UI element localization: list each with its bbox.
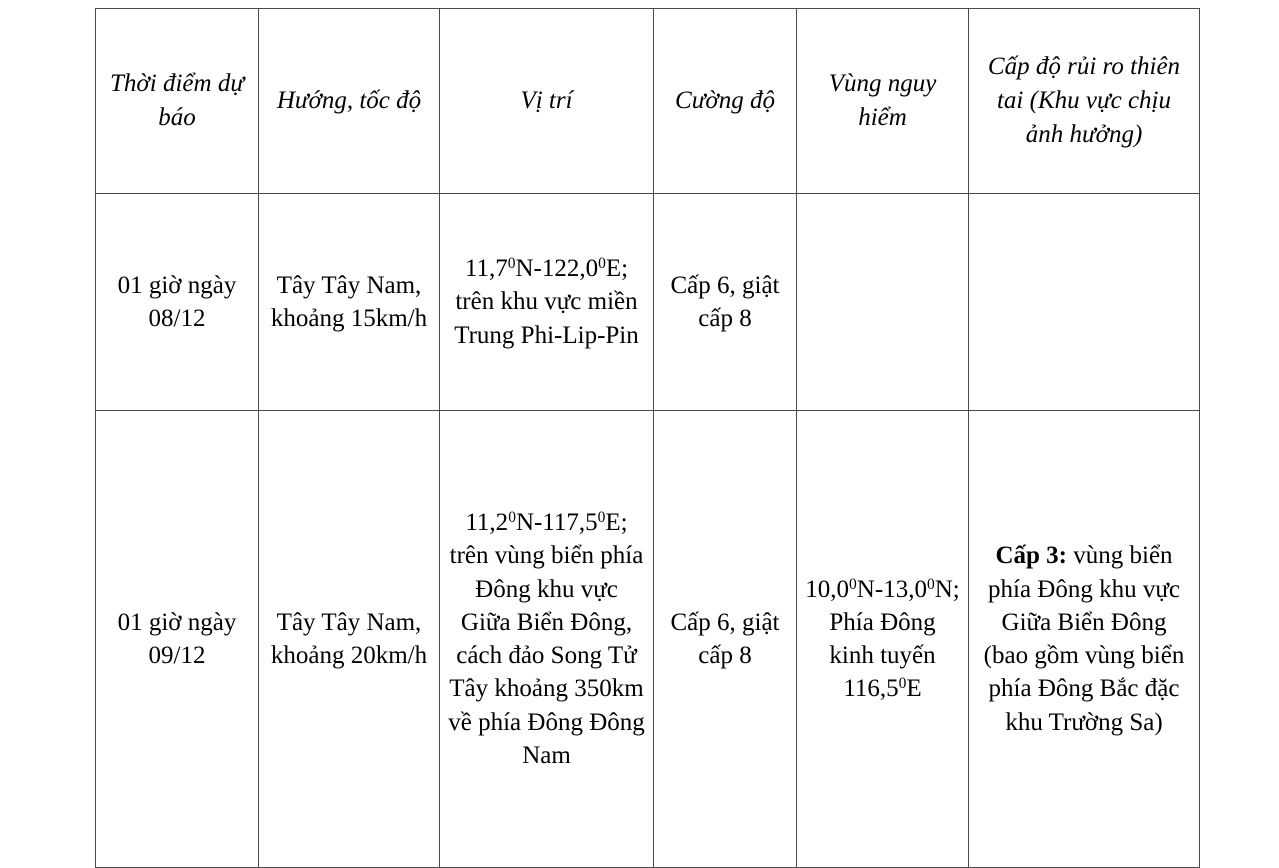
table-body (96, 194, 1200, 868)
risk-level-badge: Cấp 3: (995, 542, 1067, 570)
storm-forecast-table (95, 8, 1200, 868)
cell-danger-zone (797, 194, 969, 411)
degree-superscript: 0 (508, 508, 516, 526)
cell-direction: Tây Tây Nam, khoảng 20km/h (259, 411, 440, 868)
cell-position (440, 411, 654, 868)
latitude-unit: N- (515, 255, 542, 283)
cell-risk-level (969, 411, 1200, 868)
cell-position (440, 194, 654, 411)
danger-lon-unit: E (906, 675, 922, 703)
header-cell-intensity: Cường độ (654, 9, 797, 194)
degree-superscript: 0 (926, 575, 935, 593)
risk-level-text (977, 539, 1191, 739)
danger-lat-to-unit: N; Phía Đông kinh tuyến (829, 575, 960, 669)
cell-time: 01 giờ ngày 09/12 (96, 411, 259, 868)
degree-superscript: 0 (597, 508, 606, 526)
cell-risk-level (969, 194, 1200, 411)
degree-superscript: 0 (849, 575, 857, 593)
cell-danger-zone (797, 411, 969, 868)
cell-intensity: Cấp 6, giật cấp 8 (654, 411, 797, 868)
degree-superscript: 0 (507, 255, 516, 273)
header-cell-position: Vị trí (440, 9, 654, 194)
header-cell-direction: Hướng, tốc độ (259, 9, 440, 194)
danger-zone-text (805, 573, 960, 706)
header-cell-danger-zone: Vùng nguy hiểm (797, 9, 969, 194)
position-text (448, 252, 645, 352)
table-row (96, 411, 1200, 868)
longitude-unit: E; trên vùng biển phía Đông khu vực Giữa Biển Đông, cách đảo Song Tử Tây khoảng 350km về phía Đông Đông Nam (448, 509, 645, 769)
table-row (96, 194, 1200, 411)
header-cell-time: Thời điểm dự báo (96, 9, 259, 194)
latitude-unit: N- (515, 509, 543, 536)
position-text (448, 506, 645, 772)
degree-superscript: 0 (898, 675, 907, 693)
danger-lon: 116,5 (843, 675, 899, 703)
latitude-value: 11,2 (465, 509, 509, 536)
cell-intensity: Cấp 6, giật cấp 8 (654, 194, 797, 411)
longitude-value: 117,5 (542, 509, 598, 536)
header-cell-risk-level: Cấp độ rủi ro thiên tai (Khu vực chịu ảnh hưởng) (969, 9, 1200, 194)
longitude-unit: E; trên khu vực miền Trung Phi-Lip-Pin (454, 255, 639, 349)
table-header (96, 9, 1200, 194)
danger-lat-from: 10,0 (805, 575, 850, 603)
latitude-value: 11,7 (464, 255, 508, 283)
risk-level-description: vùng biển phía Đông khu vực Giữa Biển Đông (bao gồm vùng biển phía Đông Bắc đặc khu Trường Sa) (983, 542, 1185, 736)
cell-time: 01 giờ ngày 08/12 (96, 194, 259, 411)
longitude-value: 122,0 (541, 255, 599, 283)
degree-superscript: 0 (598, 255, 606, 273)
danger-lat-from-unit: N- (856, 575, 884, 603)
cell-direction: Tây Tây Nam, khoảng 15km/h (259, 194, 440, 411)
danger-lat-to: 13,0 (883, 575, 927, 603)
header-row (96, 9, 1200, 194)
